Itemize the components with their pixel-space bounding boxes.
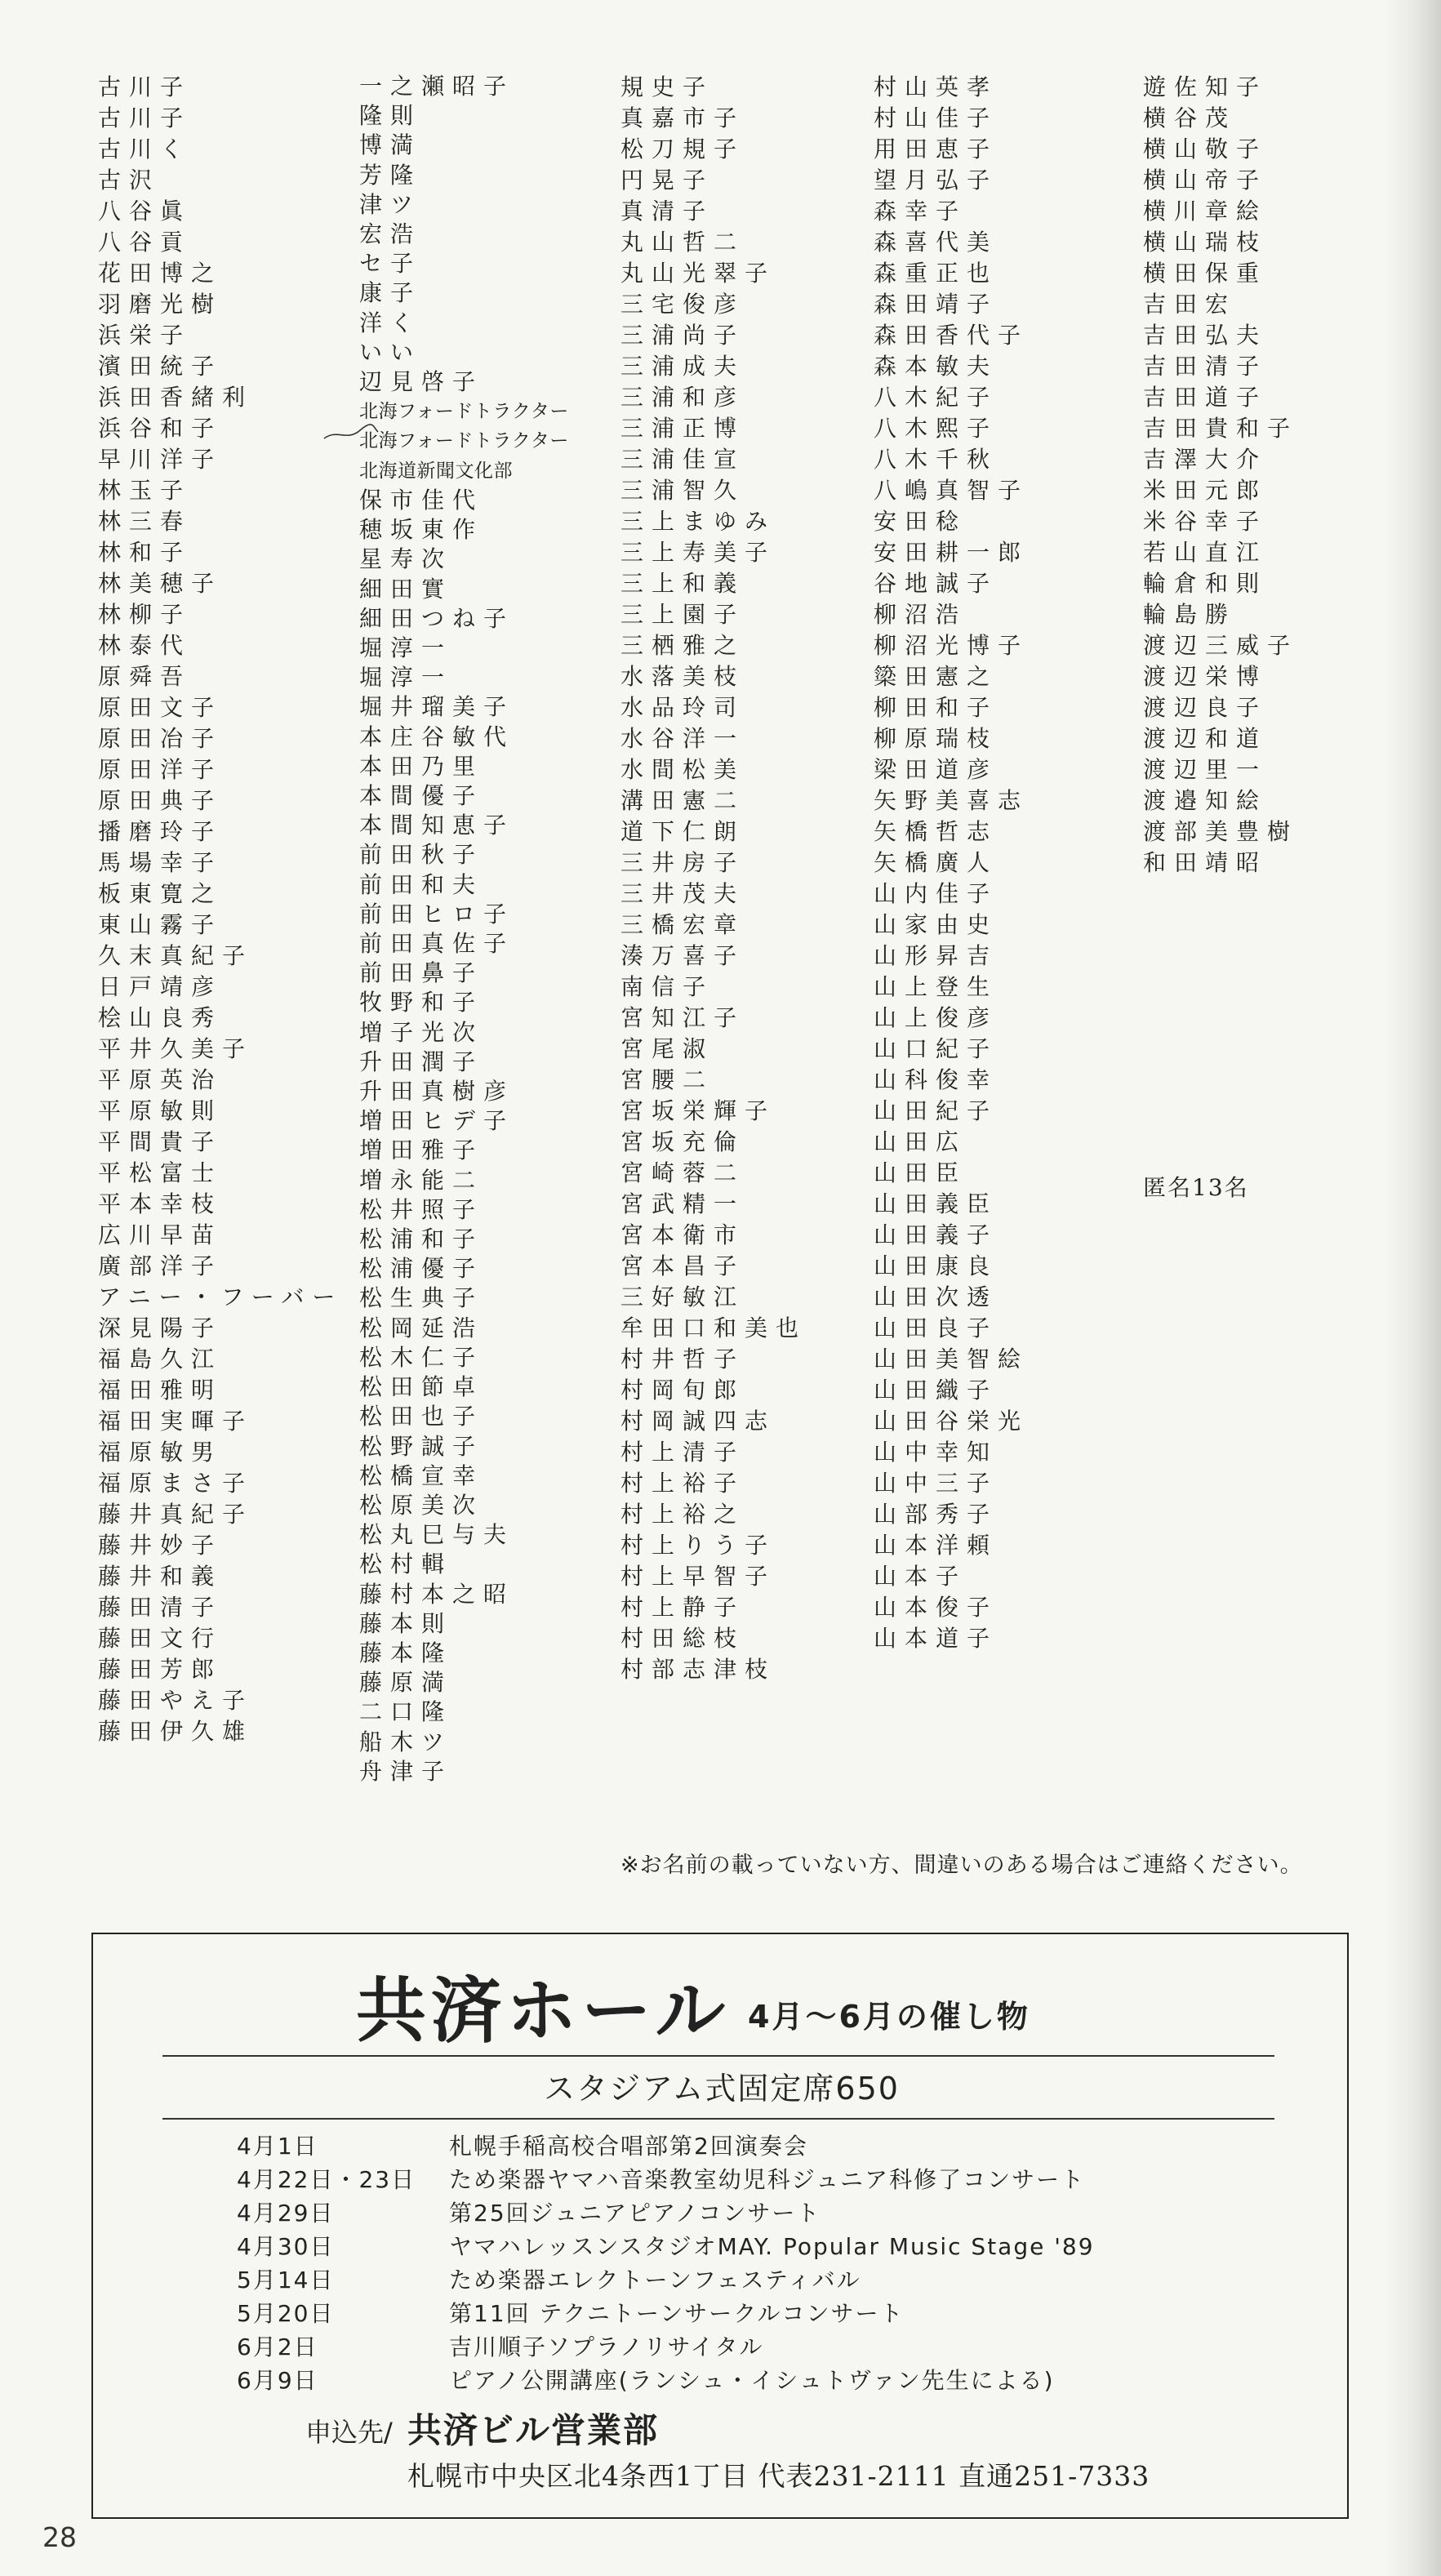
donor-name: 湊万喜子 xyxy=(620,942,745,969)
donor-name: 浜栄子 xyxy=(98,322,192,349)
donor-name: 横山帝子 xyxy=(1143,167,1268,194)
donor-name: 柳沼光博子 xyxy=(874,632,1030,659)
donor-name: 広川早苗 xyxy=(98,1221,223,1248)
donor-name: 村井哲子 xyxy=(620,1346,745,1373)
donor-name: 輪倉和則 xyxy=(1143,570,1268,597)
donor-name: 堀淳一 xyxy=(359,664,453,692)
donor-name: 八木千秋 xyxy=(874,446,998,473)
donor-name: 増田雅子 xyxy=(359,1137,484,1164)
donor-name: 村上清子 xyxy=(620,1439,745,1466)
donor-name: 横川章絵 xyxy=(1143,198,1268,225)
donor-name: 山本道子 xyxy=(874,1625,998,1652)
donor-name: 村上早智子 xyxy=(620,1563,776,1590)
donor-name: 宮知江子 xyxy=(620,1004,745,1031)
divider-top xyxy=(162,2055,1274,2057)
contact-label: 申込先/ xyxy=(305,2417,393,2448)
donor-name: 山田紀子 xyxy=(874,1097,998,1124)
donor-name: 柳田和子 xyxy=(874,694,998,721)
event-title: ため楽器エレクトーンフェスティバル xyxy=(449,2267,861,2293)
donor-name: 原田冶子 xyxy=(98,725,223,752)
donor-name: 日戸靖彦 xyxy=(98,973,223,1000)
event-date: 4月29日 xyxy=(237,2200,335,2227)
donor-name: 宮本昌子 xyxy=(620,1252,745,1279)
donor-name: 山内佳子 xyxy=(874,880,998,907)
donor-name: 原舜吾 xyxy=(98,663,192,690)
event-date: 5月14日 xyxy=(237,2267,335,2293)
donor-name: 吉田宏 xyxy=(1143,291,1237,318)
donor-name: 馬場幸子 xyxy=(98,849,223,876)
donor-name: 隆則 xyxy=(359,102,422,130)
page-number: 28 xyxy=(42,2521,77,2553)
donor-name: 早川洋子 xyxy=(98,446,223,473)
kyosai-hall-box xyxy=(91,1933,1349,2519)
donor-name: 山田義臣 xyxy=(874,1190,998,1217)
donor-name: 山田谷栄光 xyxy=(874,1408,1030,1435)
donor-name: 溝田憲二 xyxy=(620,787,745,814)
donor-name: 遊佐知子 xyxy=(1143,73,1268,100)
donor-name: 松橋宣幸 xyxy=(359,1462,484,1489)
donor-name: 村上裕子 xyxy=(620,1470,745,1497)
donor-name: 松田節卓 xyxy=(359,1373,484,1401)
donor-name: 松岡延浩 xyxy=(359,1314,484,1341)
donor-name: 北海フォードトラクター xyxy=(359,401,569,423)
donor-name: 真清子 xyxy=(620,198,714,225)
donor-name: 渡邉知絵 xyxy=(1143,787,1268,814)
donor-name: 福原まさ子 xyxy=(98,1470,254,1497)
donor-name: 芳隆 xyxy=(359,161,422,189)
donor-name: 矢橋哲志 xyxy=(874,818,998,845)
donor-name: 山口紀子 xyxy=(874,1035,998,1062)
donor-name: 本間知恵子 xyxy=(359,812,515,839)
event-date: 6月2日 xyxy=(237,2334,318,2360)
donor-name: セ子 xyxy=(359,250,422,278)
donor-name: 原田洋子 xyxy=(98,756,223,783)
donor-name: 三井茂夫 xyxy=(620,880,745,907)
donor-name: 原田文子 xyxy=(98,694,223,721)
donor-name: 増田ヒデ子 xyxy=(359,1107,515,1135)
donor-name: 村上りう子 xyxy=(620,1532,776,1559)
donor-name: 望月弘子 xyxy=(874,167,998,194)
donor-name: 藤井和義 xyxy=(98,1563,223,1590)
donor-name: 深見陽子 xyxy=(98,1315,223,1341)
donor-name: 渡部美豊樹 xyxy=(1143,818,1299,845)
donor-name: 水間松美 xyxy=(620,756,745,783)
donor-name: 三井房子 xyxy=(620,849,745,876)
donor-name: 平松富士 xyxy=(98,1159,223,1186)
donor-name: 丸山哲二 xyxy=(620,229,745,256)
donor-name: 矢野美喜志 xyxy=(874,787,1030,814)
donor-name: 渡辺栄博 xyxy=(1143,663,1268,690)
donor-name: 星寿次 xyxy=(359,545,453,573)
donor-name: 牟田口和美也 xyxy=(620,1315,807,1341)
donor-name: 安田耕一郎 xyxy=(874,539,1030,566)
donor-name: 宮坂栄輝子 xyxy=(620,1097,776,1124)
event-date: 6月9日 xyxy=(237,2367,318,2394)
donor-name: 森喜代美 xyxy=(874,229,998,256)
event-title: 第11回 テクニトーンサークルコンサート xyxy=(449,2300,905,2327)
donor-name: 康子 xyxy=(359,279,422,307)
donor-name: 三浦尚子 xyxy=(620,322,745,349)
donor-name: 松木仁子 xyxy=(359,1343,484,1371)
donor-name: 八木熙子 xyxy=(874,415,998,442)
donor-name: 松野誠子 xyxy=(359,1432,484,1460)
donor-name: 山科俊幸 xyxy=(874,1066,998,1093)
donor-name: 渡辺三威子 xyxy=(1143,632,1299,659)
donor-name: 平井久美子 xyxy=(98,1035,254,1062)
donor-name: 福田実暉子 xyxy=(98,1408,254,1435)
donor-name: 山上登生 xyxy=(874,973,998,1000)
donor-name: 松田也子 xyxy=(359,1403,484,1430)
donor-name: 花田博之 xyxy=(98,260,223,287)
donor-name: 渡辺和道 xyxy=(1143,725,1268,752)
donor-name: 円晃子 xyxy=(620,167,714,194)
donor-name: 山中幸知 xyxy=(874,1439,998,1466)
donor-name: 一之瀬昭子 xyxy=(359,73,515,100)
donor-name: 吉田貴和子 xyxy=(1143,415,1299,442)
donor-name: 横山敬子 xyxy=(1143,136,1268,162)
donor-name: 松生典子 xyxy=(359,1284,484,1312)
donor-name: 森田香代子 xyxy=(874,322,1030,349)
event-title: ピアノ公開講座(ランシュ・イシュトヴァン先生による) xyxy=(449,2367,1055,2394)
donor-name: 三浦成夫 xyxy=(620,353,745,380)
donor-name: 林玉子 xyxy=(98,477,192,504)
donor-name: 安田稔 xyxy=(874,508,967,535)
donor-name: 山田義子 xyxy=(874,1221,998,1248)
donor-name: 山形昇吉 xyxy=(874,942,998,969)
donor-name: 宮坂充倫 xyxy=(620,1128,745,1155)
donor-name: 三浦和彦 xyxy=(620,384,745,411)
event-date: 4月30日 xyxy=(237,2233,335,2260)
donor-name: 藤田芳郎 xyxy=(98,1656,223,1683)
donor-name: 三上寿美子 xyxy=(620,539,776,566)
donor-name: 本庄谷敏代 xyxy=(359,723,515,750)
donor-name: 林柳子 xyxy=(98,601,192,628)
donor-name: 道下仁朗 xyxy=(620,818,745,845)
donor-name: 宮本衛市 xyxy=(620,1221,745,1248)
donor-name: 八谷眞 xyxy=(98,198,192,225)
donor-name: 三浦正博 xyxy=(620,415,745,442)
donor-name: 藤村本之昭 xyxy=(359,1580,515,1608)
donor-name: 吉田弘夫 xyxy=(1143,322,1268,349)
donor-name: 洋く xyxy=(359,309,422,336)
donor-name: 本間優子 xyxy=(359,781,484,809)
donor-name: 三橋宏章 xyxy=(620,911,745,938)
donor-name: 松井照子 xyxy=(359,1195,484,1223)
event-date: 4月1日 xyxy=(237,2133,318,2160)
donor-name: 山田美智絵 xyxy=(874,1346,1030,1373)
donor-name: 増子光次 xyxy=(359,1018,484,1046)
donor-name: 宮腰二 xyxy=(620,1066,714,1093)
donor-name: 林美穂子 xyxy=(98,570,223,597)
donor-name: 吉田道子 xyxy=(1143,384,1268,411)
donor-name: 横田保重 xyxy=(1143,260,1268,287)
donor-name: 米谷幸子 xyxy=(1143,508,1268,535)
donor-name: 藤原満 xyxy=(359,1669,453,1697)
donor-name: 舟津子 xyxy=(359,1757,453,1785)
donor-name: 林和子 xyxy=(98,539,192,566)
donor-name: 山本俊子 xyxy=(874,1594,998,1621)
donor-name: 米田元郎 xyxy=(1143,477,1268,504)
donor-name: 平原英治 xyxy=(98,1066,223,1093)
donor-name: 浜田香緒利 xyxy=(98,384,254,411)
donor-name: 規史子 xyxy=(620,73,714,100)
donor-name: 博満 xyxy=(359,131,422,159)
donor-name: 堀淳一 xyxy=(359,634,453,661)
event-title: 第25回ジュニアピアノコンサート xyxy=(449,2200,821,2227)
donor-name: 三上和義 xyxy=(620,570,745,597)
page-spine-shadow xyxy=(1384,0,1441,2576)
donor-name: 東山霧子 xyxy=(98,911,223,938)
donor-name: 水谷洋一 xyxy=(620,725,745,752)
event-date: 4月22日・23日 xyxy=(237,2166,416,2193)
donor-name: 簗田憲之 xyxy=(874,663,998,690)
hall-title: 共済ホール xyxy=(356,1970,731,2052)
donor-name: 村上静子 xyxy=(620,1594,745,1621)
donor-name: 保市佳代 xyxy=(359,486,484,514)
donor-name: 村部志津枝 xyxy=(620,1656,776,1683)
donor-name: 山田良子 xyxy=(874,1315,998,1341)
donor-name: 松原美次 xyxy=(359,1491,484,1519)
donor-name: 梁田道彦 xyxy=(874,756,998,783)
donor-name: 丸山光翠子 xyxy=(620,260,776,287)
donor-name: 藤本隆 xyxy=(359,1639,453,1666)
donor-name: 平本幸枝 xyxy=(98,1190,223,1217)
donor-name: 松浦和子 xyxy=(359,1226,484,1253)
donor-name: 福島久江 xyxy=(98,1346,223,1373)
donor-name: 山本洋頼 xyxy=(874,1532,998,1559)
donor-name: 藤井真紀子 xyxy=(98,1501,254,1528)
donor-name: 真嘉市子 xyxy=(620,105,745,131)
donor-name: 森幸子 xyxy=(874,198,967,225)
contact-address: 札幌市中央区北4条西1丁目 代表231-2111 直通251-7333 xyxy=(407,2460,1150,2492)
donor-name: 山田広 xyxy=(874,1128,967,1155)
donor-name: 村山英孝 xyxy=(874,73,998,100)
donor-name: 北海道新聞文化部 xyxy=(359,460,513,482)
donor-name: 水落美枝 xyxy=(620,663,745,690)
donor-name: 山中三子 xyxy=(874,1470,998,1497)
donor-name: 升田真樹彦 xyxy=(359,1078,515,1106)
donor-name: 吉田清子 xyxy=(1143,353,1268,380)
donor-name: 三浦智久 xyxy=(620,477,745,504)
donor-name: 播磨玲子 xyxy=(98,818,223,845)
donor-name: 堀井瑠美子 xyxy=(359,693,515,721)
anonymous-count: 匿名13名 xyxy=(1143,1174,1249,1201)
donor-name: 藤田文行 xyxy=(98,1625,223,1652)
donor-name: 柳原瑞枝 xyxy=(874,725,998,752)
donor-name: 和田靖昭 xyxy=(1143,849,1268,876)
donor-name: 浜谷和子 xyxy=(98,415,223,442)
donor-name: 横山瑞枝 xyxy=(1143,229,1268,256)
donor-name: 藤本則 xyxy=(359,1609,453,1637)
donor-name: 渡辺里一 xyxy=(1143,756,1268,783)
donor-name: 前田秋子 xyxy=(359,841,484,869)
donor-name: 山田織子 xyxy=(874,1377,998,1404)
donor-name: 三上園子 xyxy=(620,601,745,628)
donor-name: 藤田やえ子 xyxy=(98,1687,254,1714)
donor-name: 藤田清子 xyxy=(98,1594,223,1621)
donor-name: 南信子 xyxy=(620,973,714,1000)
event-title: ヤマハレッスンスタジオMAY. Popular Music Stage '89 xyxy=(449,2233,1095,2260)
donor-name: 村岡誠四志 xyxy=(620,1408,776,1435)
donor-name: 北海フォードトラクター xyxy=(359,430,569,452)
donor-name: 吉澤大介 xyxy=(1143,446,1268,473)
donor-name: アニー・フーバー xyxy=(98,1284,343,1310)
donor-name: 山田次透 xyxy=(874,1284,998,1310)
hall-subtitle: 4月〜6月の催し物 xyxy=(748,1999,1030,2035)
donor-name: 森本敏夫 xyxy=(874,353,998,380)
donor-name: 廣部洋子 xyxy=(98,1252,223,1279)
donor-name: 久末真紀子 xyxy=(98,942,254,969)
donor-name: 水品玲司 xyxy=(620,694,745,721)
donor-name: 原田典子 xyxy=(98,787,223,814)
event-title: ため楽器ヤマハ音楽教室幼児科ジュニア科修了コンサート xyxy=(449,2166,1086,2193)
donor-name: 三好敏江 xyxy=(620,1284,745,1310)
donor-name: 宏浩 xyxy=(359,220,422,248)
donor-name: 船木ツ xyxy=(359,1728,453,1755)
donor-name: 山家由史 xyxy=(874,911,998,938)
donor-name: 藤井妙子 xyxy=(98,1532,223,1559)
correction-note: ※お名前の載っていない方、間違いのある場合はご連絡ください。 xyxy=(620,1853,1303,1878)
donor-name: 山田康良 xyxy=(874,1252,998,1279)
donor-name: 福田雅明 xyxy=(98,1377,223,1404)
donor-name: 二口隆 xyxy=(359,1698,453,1726)
donor-name: 林泰代 xyxy=(98,632,192,659)
donor-name: 森田靖子 xyxy=(874,291,998,318)
event-title: 吉川順子ソプラノリサイタル xyxy=(449,2334,764,2360)
donor-name: 八谷貢 xyxy=(98,229,192,256)
donor-name: 山田臣 xyxy=(874,1159,967,1186)
donor-name: 本田乃里 xyxy=(359,752,484,780)
donor-name: 林三春 xyxy=(98,508,192,535)
donor-name: 村田総枝 xyxy=(620,1625,745,1652)
donor-name: 用田恵子 xyxy=(874,136,998,162)
donor-name: 細田つね子 xyxy=(359,604,515,632)
contact-name: 共済ビル営業部 xyxy=(407,2410,660,2450)
donor-name: 平間貴子 xyxy=(98,1128,223,1155)
donor-name: 若山直江 xyxy=(1143,539,1268,566)
donor-name: 三上まゆみ xyxy=(620,508,776,535)
donor-name: 三浦佳宣 xyxy=(620,446,745,473)
donor-name: 谷地誠子 xyxy=(874,570,998,597)
donor-name: 津ツ xyxy=(359,190,422,218)
donor-name: 八木紀子 xyxy=(874,384,998,411)
donor-name: 古川子 xyxy=(98,73,192,100)
event-date: 5月20日 xyxy=(237,2300,335,2327)
seating-capacity: スタジアム式固定席650 xyxy=(544,2071,900,2107)
donor-name: 穂坂東作 xyxy=(359,516,484,544)
donor-name: 山本子 xyxy=(874,1563,967,1590)
donor-name: 村岡旬郎 xyxy=(620,1377,745,1404)
donor-name: 矢橋廣人 xyxy=(874,849,998,876)
donor-name: 前田和夫 xyxy=(359,870,484,898)
donor-name-list xyxy=(82,72,1355,1811)
donor-name: 古川く xyxy=(98,136,192,162)
donor-name: 羽磨光樹 xyxy=(98,291,223,318)
donor-name: 福原敏男 xyxy=(98,1439,223,1466)
donor-name: 山上俊彦 xyxy=(874,1004,998,1031)
donor-name: 前田鼻子 xyxy=(359,959,484,987)
leader-mark xyxy=(322,420,380,448)
donor-name: 三栖雅之 xyxy=(620,632,745,659)
donor-name: いい xyxy=(359,338,422,366)
donor-name: 村上裕之 xyxy=(620,1501,745,1528)
donor-name: 宮尾淑 xyxy=(620,1035,714,1062)
donor-name: 古沢 xyxy=(98,167,161,194)
donor-name: 桧山良秀 xyxy=(98,1004,223,1031)
donor-name: 柳沼浩 xyxy=(874,601,967,628)
donor-name: 横谷茂 xyxy=(1143,105,1237,131)
donor-name: 三宅俊彦 xyxy=(620,291,745,318)
donor-name: 松浦優子 xyxy=(359,1255,484,1283)
donor-name: 藤田伊久雄 xyxy=(98,1718,254,1745)
donor-name: 八嶋真智子 xyxy=(874,477,1030,504)
divider-bottom xyxy=(162,2118,1274,2120)
donor-name: 村山佳子 xyxy=(874,105,998,131)
donor-name: 前田真佐子 xyxy=(359,930,515,957)
donor-name: 松丸巳与夫 xyxy=(359,1521,515,1549)
donor-name: 濱田統子 xyxy=(98,353,223,380)
donor-name: 宮武精一 xyxy=(620,1190,745,1217)
donor-name: 前田ヒロ子 xyxy=(359,900,515,928)
donor-name: 升田潤子 xyxy=(359,1048,484,1075)
donor-name: 古川子 xyxy=(98,105,192,131)
donor-name: 山部秀子 xyxy=(874,1501,998,1528)
donor-name: 板東寛之 xyxy=(98,880,223,907)
donor-name: 辺見啓子 xyxy=(359,368,484,396)
donor-name: 輪島勝 xyxy=(1143,601,1237,628)
donor-name: 松刀規子 xyxy=(620,136,745,162)
donor-name: 平原敏則 xyxy=(98,1097,223,1124)
donor-name: 牧野和子 xyxy=(359,989,484,1017)
donor-name: 渡辺良子 xyxy=(1143,694,1268,721)
donor-name: 細田實 xyxy=(359,575,453,603)
donor-name: 森重正也 xyxy=(874,260,998,287)
donor-name: 宮崎蓉二 xyxy=(620,1159,745,1186)
event-title: 札幌手稲高校合唱部第2回演奏会 xyxy=(449,2133,808,2160)
donor-name: 増永能二 xyxy=(359,1166,484,1194)
donor-name: 松村輯 xyxy=(359,1550,453,1578)
